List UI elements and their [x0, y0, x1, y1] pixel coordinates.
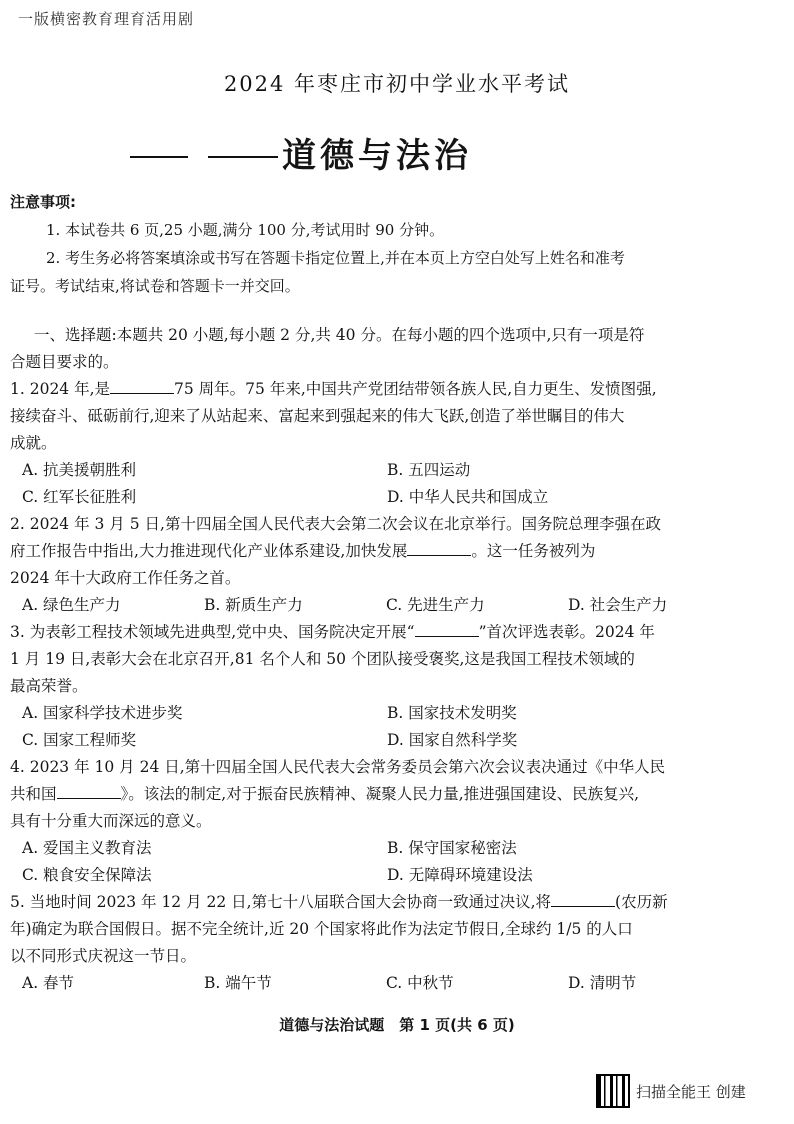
- scan-badge: [596, 1074, 746, 1108]
- subject-title: 道德与法治: [282, 136, 472, 176]
- answer-blank: [110, 379, 174, 394]
- option-a: A. 爱国主义教育法: [22, 839, 152, 857]
- question-text: 4. 2023 年 10 月 24 日,第十四届全国人民代表大会常务委员会第六次会议表决通过《中华人民: [10, 758, 666, 776]
- option-d: D. 清明节: [568, 974, 637, 992]
- option-d: D. 社会生产力: [568, 596, 668, 614]
- option-b: B. 新质生产力: [204, 596, 303, 614]
- questions-area: [10, 322, 782, 997]
- options: [10, 592, 782, 619]
- section-heading: 一、选择题:本题共 20 小题,每小题 2 分,共 40 分。在每小题的四个选项中,只有一项是符: [34, 326, 645, 344]
- option-c: C. 先进生产力: [386, 596, 485, 614]
- question-3: [10, 619, 782, 754]
- note-item-2: 2. 考生务必将答案填涂或书写在答题卡指定位置上,并在本页上方空白处写上姓名和准考: [46, 249, 625, 267]
- option-a: A. 绿色生产力: [22, 596, 121, 614]
- options: [10, 700, 782, 754]
- subject-row: [0, 128, 794, 176]
- answer-blank: [551, 892, 615, 907]
- answer-blank: [407, 541, 471, 556]
- option-d: D. 国家自然科学奖: [387, 731, 518, 749]
- page-footer: 道德与法治试题 第 1 页(共 6 页): [279, 1016, 515, 1034]
- options: [10, 457, 782, 511]
- qr-code-icon: [596, 1074, 630, 1108]
- question-2: [10, 511, 782, 619]
- question-text: 成就。: [10, 434, 57, 452]
- option-a: A. 国家科学技术进步奖: [22, 704, 183, 722]
- answer-blank: [415, 622, 479, 637]
- id-blank-line: [208, 156, 278, 158]
- option-b: B. 端午节: [204, 974, 272, 992]
- question-text: 5. 当地时间 2023 年 12 月 22 日,第七十八届联合国大会协商一致通过决议,将: [10, 893, 552, 911]
- question-text: 1. 2024 年,是: [10, 380, 111, 398]
- option-b: B. 五四运动: [387, 461, 471, 479]
- answer-blank: [57, 784, 121, 799]
- question-text: (农历新: [615, 893, 668, 911]
- question-text: 接续奋斗、砥砺前行,迎来了从站起来、富起来到强起来的伟大飞跃,创造了举世瞩目的伟大: [10, 407, 625, 425]
- header-note: 一版横密教育理育活用剧: [18, 10, 195, 28]
- option-d: D. 中华人民共和国成立: [387, 488, 549, 506]
- option-a: A. 抗美援朝胜利: [22, 461, 137, 479]
- note-item-2-cont: 证号。考试结束,将试卷和答题卡一并交回。: [10, 277, 300, 295]
- options: [10, 835, 782, 889]
- question-text: 。这一任务被列为: [471, 542, 596, 560]
- option-c: C. 国家工程师奖: [22, 731, 137, 749]
- question-text: 2024 年十大政府工作任务之首。: [10, 569, 241, 587]
- option-b: B. 保守国家秘密法: [387, 839, 517, 857]
- option-a: A. 春节: [22, 974, 75, 992]
- option-c: C. 粮食安全保障法: [22, 866, 152, 884]
- option-b: B. 国家技术发明奖: [387, 704, 517, 722]
- question-text: 以不同形式庆祝这一节日。: [10, 947, 197, 965]
- name-blank-line: [130, 156, 188, 158]
- question-text: 共和国: [10, 785, 57, 803]
- question-text: 最高荣誉。: [10, 677, 88, 695]
- question-text: 年)确定为联合国假日。据不完全统计,近 20 个国家将此作为法定节假日,全球约 1/5 的人口: [10, 920, 633, 938]
- scan-label: 扫描全能王 创建: [636, 1082, 746, 1101]
- notes: [10, 188, 780, 300]
- question-text: 》。该法的制定,对于振奋民族精神、凝聚人民力量,推进强国建设、民族复兴,: [120, 785, 640, 803]
- question-text: 75 周年。75 年来,中国共产党团结带领各族人民,自力更生、发愤图强,: [174, 380, 657, 398]
- note-item-1: 1. 本试卷共 6 页,25 小题,满分 100 分,考试用时 90 分钟。: [46, 221, 445, 239]
- question-text: ”首次评选表彰。2024 年: [478, 623, 655, 641]
- notes-heading: 注意事项:: [10, 193, 76, 211]
- section-heading-cont: 合题目要求的。: [10, 353, 119, 371]
- question-text: 3. 为表彰工程技术领域先进典型,党中央、国务院决定开展“: [10, 623, 415, 641]
- question-5: [10, 889, 782, 997]
- option-d: D. 无障碍环境建设法: [387, 866, 533, 884]
- exam-title: 2024 年枣庄市初中学业水平考试: [223, 72, 571, 96]
- question-1: [10, 376, 782, 511]
- question-text: 2. 2024 年 3 月 5 日,第十四届全国人民代表大会第二次会议在北京举行。国务院总理李强在政: [10, 515, 661, 533]
- question-text: 1 月 19 日,表彰大会在北京召开,81 名个人和 50 个团队接受褒奖,这是我国工程技术领域的: [10, 650, 635, 668]
- question-text: 府工作报告中指出,大力推进现代化产业体系建设,加快发展: [10, 542, 408, 560]
- option-c: C. 中秋节: [386, 974, 454, 992]
- question-text: 具有十分重大而深远的意义。: [10, 812, 212, 830]
- option-c: C. 红军长征胜利: [22, 488, 137, 506]
- question-4: [10, 754, 782, 889]
- options: [10, 970, 782, 997]
